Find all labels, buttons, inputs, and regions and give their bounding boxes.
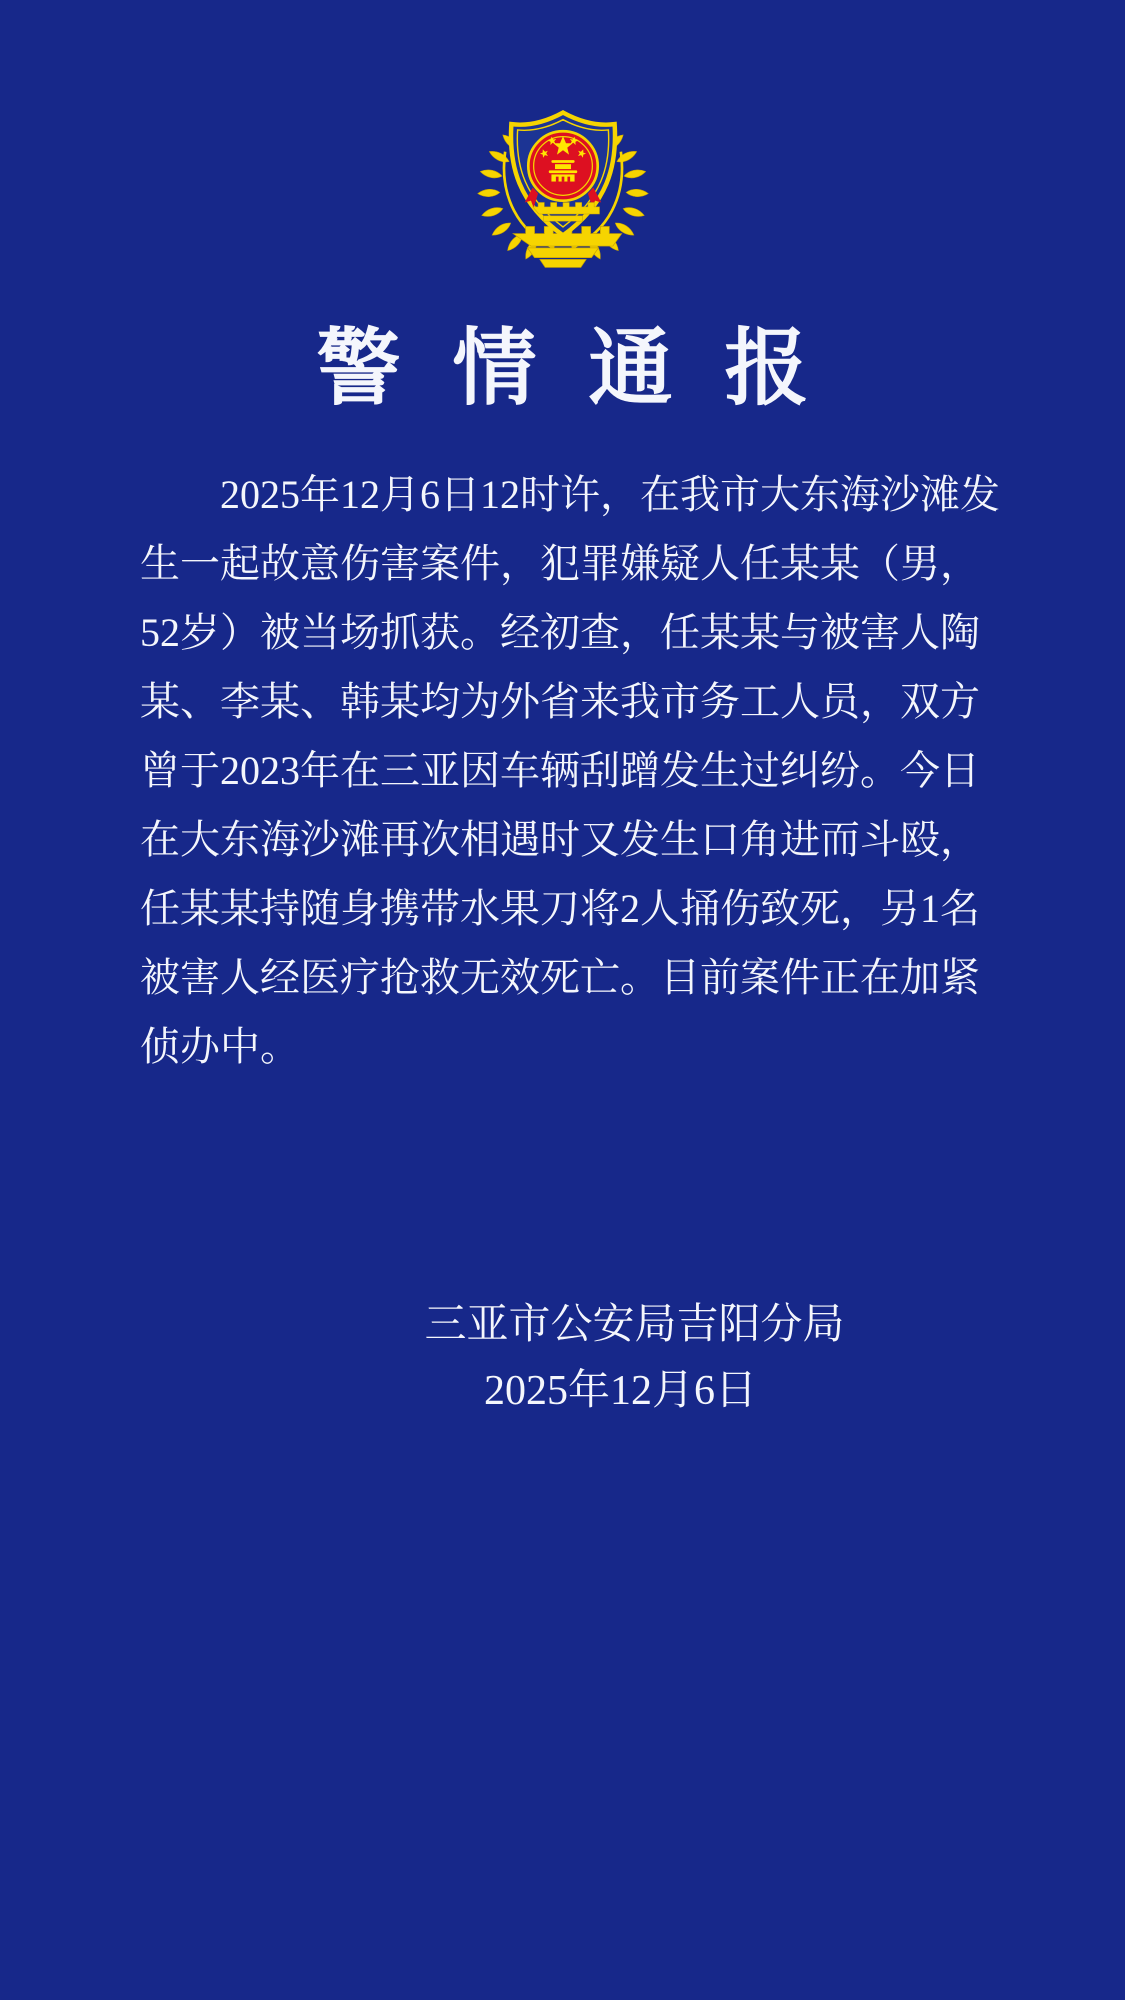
title-char: 通 xyxy=(588,323,673,416)
title-char: 报 xyxy=(724,323,809,416)
body-line: 某、李某、韩某均为外省来我市务工人员，双方 xyxy=(140,679,980,724)
body-line: 52岁）被当场抓获。经初查，任某某与被害人陶 xyxy=(140,610,980,655)
notice-body xyxy=(140,460,1000,1081)
body-line: 生一起故意伤害案件，犯罪嫌疑人任某某（男， xyxy=(140,541,980,586)
body-line: 侦办中。 xyxy=(140,1024,300,1069)
badge-tiananmen-gates xyxy=(555,177,569,182)
body-line: 在大东海沙滩再次相遇时又发生口角进而斗殴， xyxy=(140,817,980,862)
title-char: 情 xyxy=(452,323,537,416)
issuing-authority: 三亚市公安局吉阳分局 xyxy=(424,1302,845,1348)
notice-signature-block xyxy=(0,1292,1125,1424)
badge-national-emblem xyxy=(524,131,601,208)
issue-date: 2025年12月6日 xyxy=(483,1368,757,1414)
notice-title xyxy=(0,323,1125,416)
police-badge-icon xyxy=(474,98,652,282)
body-line: 被害人经医疗抢救无效死亡。目前案件正在加紧 xyxy=(140,955,980,1000)
body-line: 2025年12月6日12时许，在我市大东海沙滩发 xyxy=(220,472,1000,517)
body-line: 任某某持随身携带水果刀将2人捅伤致死，另1名 xyxy=(140,886,980,931)
title-char: 警 xyxy=(316,323,401,416)
body-line: 曾于2023年在三亚因车辆刮蹭发生过纠纷。今日 xyxy=(140,748,980,793)
